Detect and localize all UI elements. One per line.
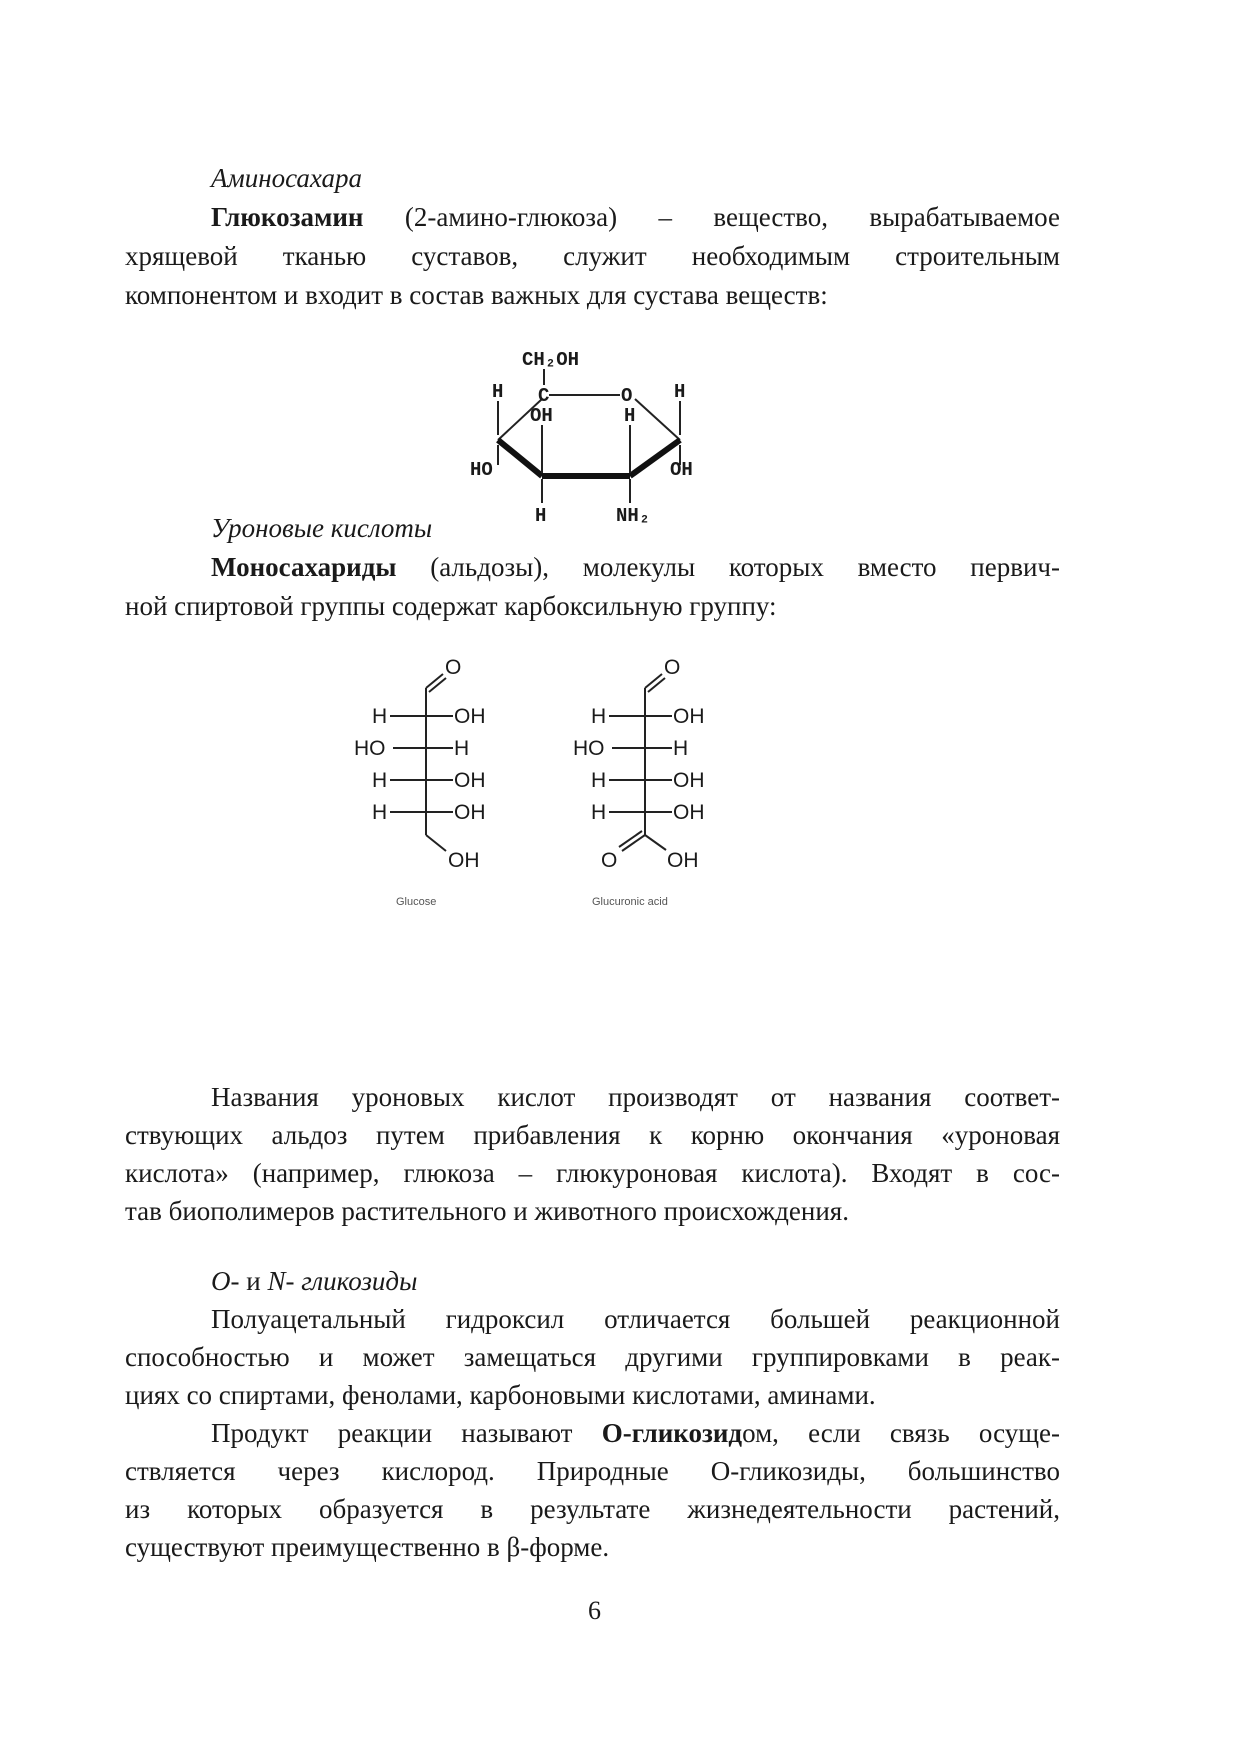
section-heading-aminosugars: Аминосахара [211, 163, 363, 193]
label-ch2oh: CH₂OH [522, 349, 580, 371]
glucuronic-bottom-oh: OH [667, 849, 699, 872]
glucuronic-acid-structure [573, 656, 705, 908]
term-o-glycoside: О-гликозид [601, 1418, 743, 1448]
paragraph-uronic-names-line-1: Названия уроновых кислот производят от названия соответ- [211, 1082, 1060, 1112]
paragraph-uronic-names-line-3: кислота» (например, глюкоза – глюкуроновая кислота). Входят в сос- [125, 1158, 1060, 1188]
ring-bond-lower-left-bold [498, 440, 542, 476]
glucuronic-bottom-o: O [601, 849, 618, 872]
text-span: (2-амино-глюкоза) – вещество, вырабатываемое [363, 202, 1060, 232]
text-span: ом, если связь осуще- [742, 1418, 1060, 1448]
fischer-projections-figure [350, 650, 770, 920]
text-span: (альдозы), молекулы которых вместо первич- [396, 552, 1060, 582]
paragraph-o-glycoside-line-3: из которых образуется в результате жизнедеятельности растений, [125, 1494, 1060, 1524]
paragraph-o-glycoside-line-2: ствляется через кислород. Природные О-гликозиды, большинство [125, 1456, 1060, 1486]
glucuronic-cooh-bond-oh [645, 835, 666, 850]
ring-bond-upper-right [635, 399, 680, 440]
label-c1-oh: OH [670, 459, 693, 481]
label-c5: C [538, 385, 550, 407]
glucose-row-3-right: OH [454, 769, 486, 792]
label-c1-h: H [674, 381, 686, 403]
paragraph-uronic-names-line-2: ствующих альдоз путем прибавления к корню окончания «уроновая [125, 1120, 1060, 1150]
heading-n-prefix: N- [267, 1266, 295, 1296]
glucose-aldehyde-o: O [445, 656, 462, 679]
paragraph-glucosamine-line-3: компонентом и входит в состав важных для сустава веществ: [125, 280, 828, 310]
heading-and: и [239, 1266, 268, 1296]
glucose-row-4-right: OH [454, 801, 486, 824]
paragraph-hemiacetal-line-2: способностью и может замещаться другими группировками в реак- [125, 1342, 1060, 1372]
page-number: 6 [588, 1596, 601, 1625]
paragraph-monosaccharides-line-1 [211, 551, 1060, 584]
term-monosaccharides: Моносахариды [211, 552, 397, 582]
glucose-bottom-oh: OH [448, 849, 480, 872]
glucuronic-cho-bond-2 [648, 678, 665, 692]
heading-glycosides: гликозиды [294, 1266, 418, 1296]
section-heading-uronic-acids: Уроновые кислоты [211, 513, 433, 543]
glucose-cho-bond-1 [426, 674, 443, 688]
paragraph-o-glycoside-line-4: существуют преимущественно в β-форме. [125, 1532, 610, 1562]
paragraph-o-glycoside-line-1 [211, 1417, 1060, 1450]
paragraph-uronic-names-line-4: тав биополимеров растительного и животного происхождения. [125, 1196, 849, 1226]
glucuronic-row-3-right: OH [673, 769, 705, 792]
glucose-row-3-left: H [372, 769, 388, 792]
paragraph-monosaccharides-line-2: ной спиртовой группы содержат карбоксильную группу: [125, 591, 777, 621]
glucose-ch2oh-bond [426, 835, 446, 851]
glucuronic-row-2-right: H [673, 737, 689, 760]
glucose-row-4-left: H [372, 801, 388, 824]
text-span: Продукт реакции называют [211, 1418, 602, 1448]
paragraph-hemiacetal-line-3: циях со спиртами, фенолами, карбоновыми кислотами, аминами. [125, 1380, 876, 1410]
paragraph-glucosamine-line-1 [211, 201, 1060, 234]
glucose-caption: Glucose [396, 896, 437, 908]
glucose-row-2-left: HO [354, 737, 386, 760]
glucuronic-caption: Glucuronic acid [592, 896, 668, 908]
glucose-row-1-left: H [372, 705, 388, 728]
glucose-row-2-right: H [454, 737, 470, 760]
section-heading-glycosides [211, 1265, 1060, 1298]
glucuronic-row-1-right: OH [673, 705, 705, 728]
label-c3-oh: OH [530, 405, 553, 427]
glucose-structure [354, 656, 486, 908]
glucuronic-cho-bond-1 [645, 674, 662, 688]
label-c2-h: H [624, 405, 636, 427]
glucuronic-aldehyde-o: O [664, 656, 681, 679]
paragraph-hemiacetal-line-1: Полуацетальный гидроксил отличается большей реакционной [211, 1304, 1060, 1334]
glucose-row-1-right: OH [454, 705, 486, 728]
paragraph-glucosamine-line-2: хрящевой тканью суставов, служит необходимым строительным [125, 241, 1060, 271]
heading-o-prefix: О- [211, 1266, 240, 1296]
glucuronic-row-2-left: HO [573, 737, 605, 760]
label-ho-left: HO [470, 459, 493, 481]
glucuronic-row-3-left: H [591, 769, 607, 792]
label-nh2: NH₂ [616, 505, 651, 527]
glucose-cho-bond-2 [429, 678, 446, 692]
glucuronic-row-4-right: OH [673, 801, 705, 824]
glucuronic-row-4-left: H [591, 801, 607, 824]
label-ring-oxygen: O [621, 385, 633, 407]
label-c4-h: H [492, 381, 504, 403]
glucuronic-row-1-left: H [591, 705, 607, 728]
label-c3-h: H [535, 505, 547, 527]
term-glucosamine: Глюкозамин [211, 202, 364, 232]
